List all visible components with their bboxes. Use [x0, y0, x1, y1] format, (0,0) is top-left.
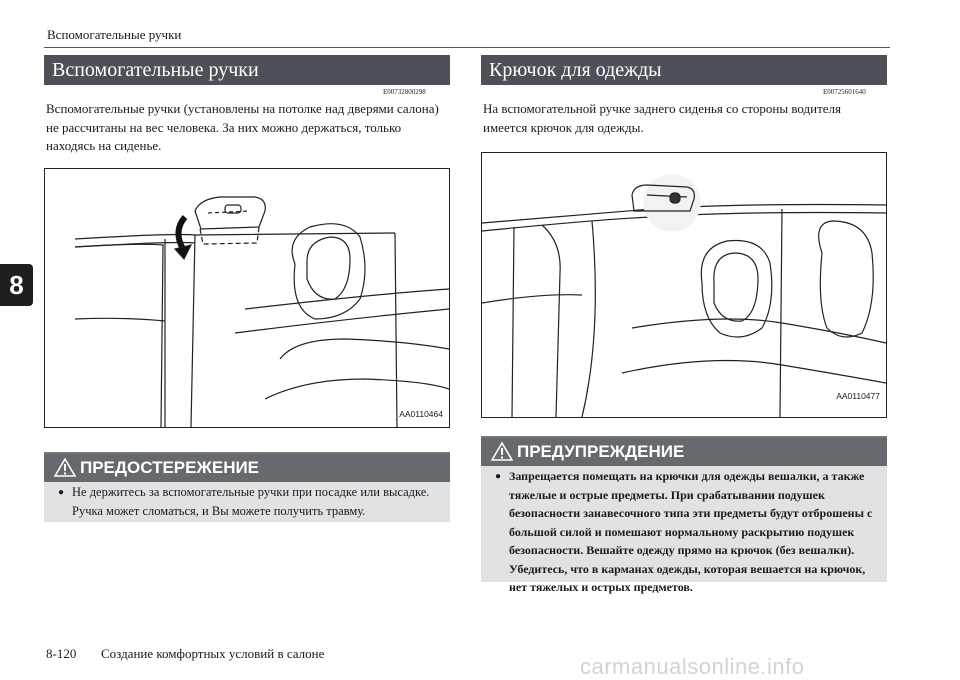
caution-text: Не держитесь за вспомогательные ручки при посадке или высадке. Ручка может сломаться, и Вы можете получить травму. — [72, 485, 430, 518]
figure-code-coat-hook: AA0110477 — [836, 391, 880, 401]
warning-title: ПРЕДУПРЕЖДЕНИЕ — [517, 442, 685, 461]
figure-code-assist-grip: AA0110464 — [399, 409, 443, 419]
caution-box — [44, 452, 450, 522]
warning-bullet-icon: ● — [495, 471, 502, 482]
section-title-coat-hook: Крючок для одежды — [481, 55, 887, 85]
assist-grip-figure — [44, 168, 450, 428]
assist-grips-description: Вспомогательные ручки (установлены на потолке над дверями салона) не рассчитаны на вес человека. За них можно держаться, только находясь на сиденье. — [46, 101, 439, 153]
assist-grip-illustration — [45, 169, 449, 427]
warning-header — [481, 438, 887, 466]
warning-triangle-icon — [54, 458, 76, 477]
coat-hook-description: На вспомогательной ручке заднего сиденья со стороны водителя имеется крючок для одежды. — [483, 101, 841, 135]
page-header-title: Вспомогательные ручки — [47, 27, 182, 42]
caution-title: ПРЕДОСТЕРЕЖЕНИЕ — [80, 458, 260, 477]
section-title-assist-grips: Вспомогательные ручки — [44, 55, 450, 85]
header-rule — [44, 47, 890, 48]
caution-header — [44, 454, 450, 482]
caution-bullet-icon: ● — [58, 487, 65, 498]
section-code-coat-hook: E00725601640 — [823, 88, 866, 96]
section-code-assist-grips: E00732800298 — [383, 88, 426, 96]
warning-text: Запрещается помещать на крючки для одежды вешалки, а также тяжелые и острые предметы. При срабатывании подушек безопасности занавесочного типа эти предметы будут отброшены с большой силой и помешают нормальному раскрытию подушек безопасности. Вешайте одежду прямо на крючок (без вешалки). Убедитесь, что в карманах одежды, которая вешается на крючок, нет тяжелых и острых предметов. — [509, 469, 873, 594]
chapter-tab[interactable]: 8 — [0, 264, 33, 306]
warning-box — [481, 436, 887, 594]
watermark-text: carmanualsonline.info — [580, 654, 805, 679]
coat-hook-illustration — [482, 153, 886, 417]
footer-section-title: Создание комфортных условий в салоне — [101, 646, 325, 661]
warning-triangle-icon — [491, 442, 513, 461]
page-number: 8-120 — [46, 646, 77, 661]
coat-hook-figure — [481, 152, 887, 418]
